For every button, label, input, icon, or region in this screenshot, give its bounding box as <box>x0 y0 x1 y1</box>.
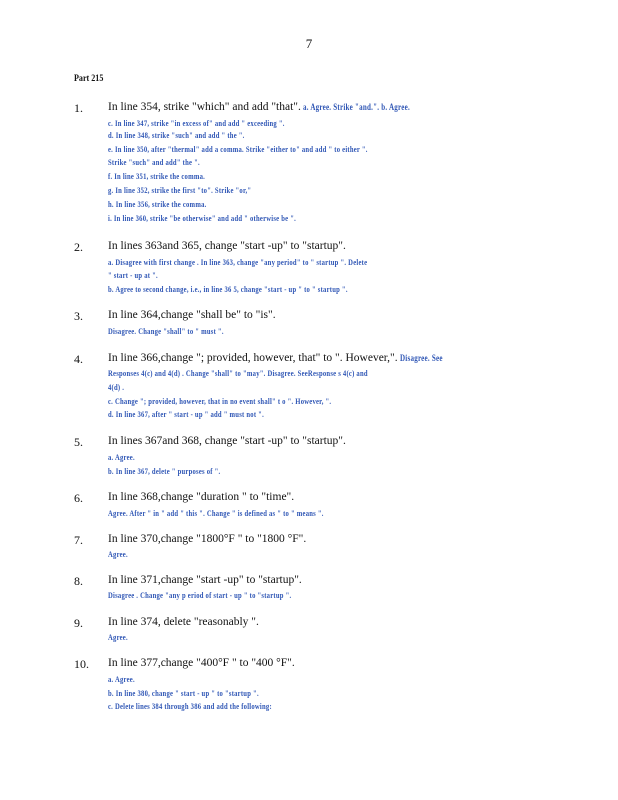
item-heading: In line 377,change "400°F " to "400 °F". <box>108 657 295 669</box>
item-number: 7. <box>74 533 83 547</box>
response-line: h. In line 356, strike the comma. <box>108 199 207 209</box>
item-number: 8. <box>74 574 83 588</box>
response-line: d. In line 367, after " start - up " add " must not ". <box>108 409 264 419</box>
item-number: 1. <box>74 101 83 115</box>
response-line: b. In line 367, delete " purposes of ". <box>108 466 221 476</box>
response-line: Agree. <box>108 549 128 559</box>
part-label: Part 215 <box>74 74 104 84</box>
item-heading: In line 371,change "start -up" to "startup". <box>108 574 302 586</box>
item-heading: In line 354, strike "which" and add "that".a. Agree. Strike "and.". b. Agree. <box>108 101 410 113</box>
response-line: f. In line 351, strike the comma. <box>108 171 206 181</box>
response-line: b. In line 380, change " start - up " to "startup ". <box>108 688 259 698</box>
response-line: d. In line 348, strike "such" and add " the ". <box>108 130 245 140</box>
response-line: b. Agree to second change, i.e., in line 36 5, change "start - up " to " startup ". <box>108 284 348 294</box>
response-line: c. Delete lines 384 through 386 and add the following: <box>108 701 272 711</box>
response-line: a. Disagree with first change . In line 363, change "any period" to " startup ". Delete <box>108 257 368 267</box>
page-number: 7 <box>305 36 313 51</box>
item-heading: In line 366,change "; provided, however, that" to ". However,".Disagree. See <box>108 352 443 364</box>
item-number: 5. <box>74 435 83 449</box>
item-number: 6. <box>74 491 83 505</box>
item-heading: In line 368,change "duration " to "time". <box>108 491 295 503</box>
item-number: 10. <box>74 657 89 671</box>
response-line: c. Change "; provided, however, that in no event shall" t o ". However, ". <box>108 396 332 406</box>
item-heading: In lines 367and 368, change "start -up" to "startup". <box>108 435 346 447</box>
item-heading: In line 374, delete "reasonably ". <box>108 616 259 628</box>
item-number: 3. <box>74 309 83 323</box>
response-line: Agree. After " in " add " this ". Change " is defined as " to " means ". <box>108 508 324 518</box>
response-line: Strike "such" and add" the ". <box>108 157 200 167</box>
item-heading: In line 364,change "shall be" to "is". <box>108 309 276 321</box>
response-line: Disagree . Change "any p eriod of start - up " to "startup ". <box>108 590 292 600</box>
response-line: 4(d) . <box>108 382 125 392</box>
item-number: 4. <box>74 352 83 366</box>
response-line: g. In line 352, strike the first "to". Strike "or," <box>108 185 252 195</box>
response-line: i. In line 360, strike "be otherwise" and add " otherwise be ". <box>108 213 297 223</box>
response-line: Responses 4(c) and 4(d) . Change "shall" to "may". Disagree. SeeResponse s 4(c) and <box>108 368 368 378</box>
item-response: Disagree. See <box>399 353 443 363</box>
item-number: 2. <box>74 240 83 254</box>
item-response: a. Agree. Strike "and.". b. Agree. <box>302 102 410 112</box>
item-heading: In line 370,change "1800°F " to "1800 °F". <box>108 533 307 545</box>
response-line: " start - up at ". <box>108 270 158 280</box>
response-line: Agree. <box>108 632 128 642</box>
response-line: c. In line 347, strike "in excess of" and add " exceeding ". <box>108 118 285 128</box>
item-heading: In lines 363and 365, change "start -up" to "startup". <box>108 240 346 252</box>
response-line: a. Agree. <box>108 674 135 684</box>
response-line: a. Agree. <box>108 452 135 462</box>
response-line: e. In line 350, after "thermal" add a comma. Strike "either to" and add " to either ". <box>108 144 368 154</box>
response-line: Disagree. Change "shall" to " must ". <box>108 326 224 336</box>
item-number: 9. <box>74 616 83 630</box>
